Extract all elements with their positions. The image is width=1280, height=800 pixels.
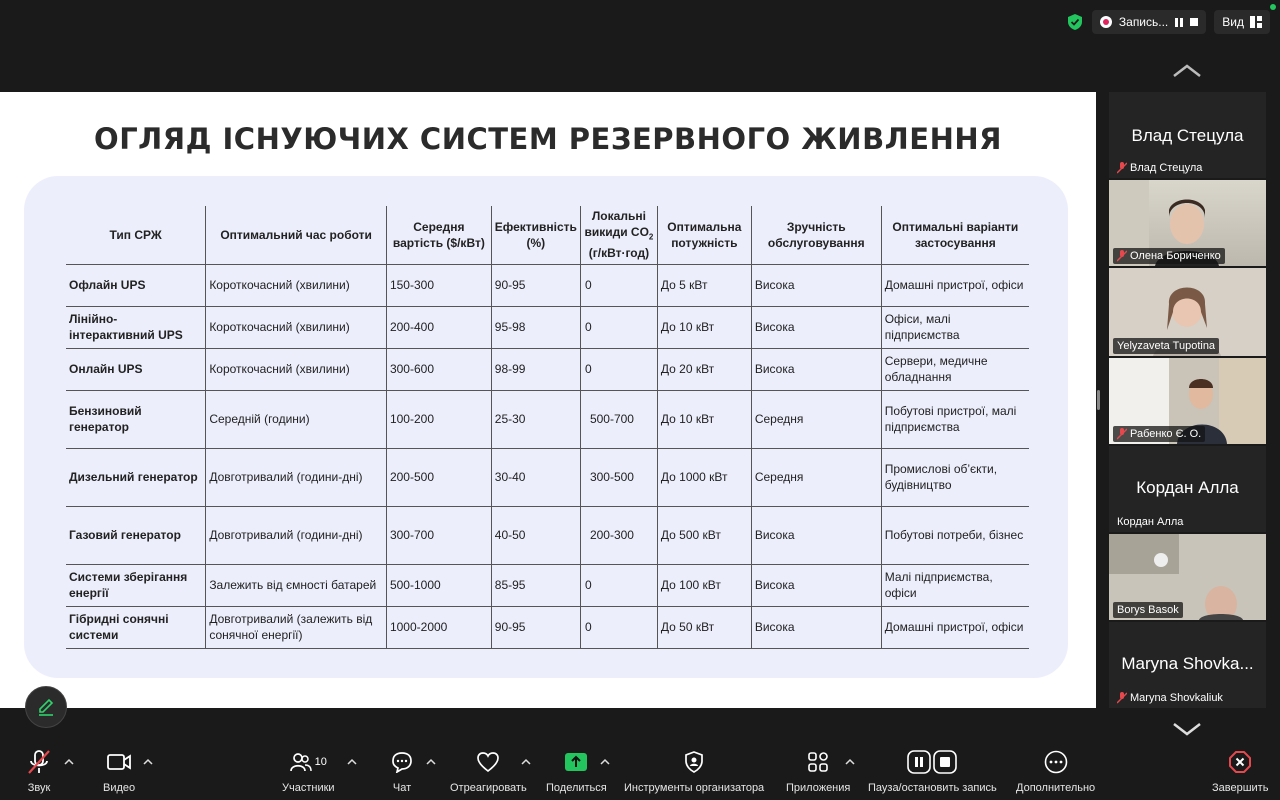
- cell-runtime: Довготривалий (години-дні): [206, 506, 387, 564]
- end-meeting-button[interactable]: Завершить: [1212, 748, 1268, 794]
- react-options-caret-icon[interactable]: [521, 758, 531, 766]
- cell-maintenance: Висока: [751, 264, 881, 306]
- chat-bubble-icon: [391, 751, 413, 773]
- cell-maintenance: Висока: [751, 506, 881, 564]
- react-button[interactable]: Отреагировать: [450, 748, 527, 794]
- table-header-row: [66, 206, 1029, 264]
- cell-power: До 10 кВт: [657, 390, 751, 448]
- cell-cost: 500-1000: [386, 564, 491, 606]
- cell-maintenance: Висока: [751, 348, 881, 390]
- header-maintenance: Зручність обслуговування: [751, 206, 881, 264]
- table-row: [66, 348, 1029, 390]
- scroll-down-chevron-icon[interactable]: [1172, 720, 1202, 738]
- cell-cost: 1000-2000: [386, 606, 491, 648]
- participant-tile-active-speaker[interactable]: [1109, 268, 1266, 356]
- table-row: [66, 564, 1029, 606]
- chat-options-caret-icon[interactable]: [426, 758, 436, 766]
- meeting-toolbar: [0, 740, 1280, 800]
- participant-name-tag: Yelyzaveta Tupotina: [1113, 338, 1219, 354]
- more-dots-icon: [1044, 750, 1068, 774]
- participants-gallery: [1109, 92, 1266, 708]
- cell-efficiency: 90-95: [491, 606, 580, 648]
- cell-efficiency: 25-30: [491, 390, 580, 448]
- participant-tile[interactable]: [1109, 622, 1266, 708]
- scroll-up-chevron-icon[interactable]: [1172, 62, 1202, 80]
- participant-big-name: Влад Стецула: [1131, 126, 1244, 145]
- cell-applications: Промислові об’єкти, будівництво: [881, 448, 1029, 506]
- participant-name-tag: Рабенко Є. О.: [1113, 426, 1205, 442]
- participant-tile[interactable]: [1109, 92, 1266, 178]
- table-row: [66, 448, 1029, 506]
- cell-maintenance: Висока: [751, 306, 881, 348]
- heart-icon: [476, 751, 500, 773]
- recording-indicator[interactable]: [1092, 10, 1206, 34]
- cell-emissions: 0: [580, 348, 657, 390]
- cell-applications: Малі підприємства, офіси: [881, 564, 1029, 606]
- apps-options-caret-icon[interactable]: [845, 758, 855, 766]
- cell-cost: 100-200: [386, 390, 491, 448]
- record-icon: [1100, 16, 1112, 28]
- header-power: Оптимальна потужність: [657, 206, 751, 264]
- cell-cost: 200-500: [386, 448, 491, 506]
- cell-runtime: Середній (години): [206, 390, 387, 448]
- cell-power: До 1000 кВт: [657, 448, 751, 506]
- top-right-controls: [1066, 10, 1270, 34]
- cell-applications: Побутові пристрої, малі підприємства: [881, 390, 1029, 448]
- apps-icon: [807, 751, 829, 773]
- view-label: Вид: [1222, 15, 1244, 29]
- pencil-icon: [36, 697, 56, 717]
- audio-options-caret-icon[interactable]: [64, 758, 74, 766]
- participant-name-tag: Олена Бориченко: [1113, 248, 1225, 264]
- end-meeting-icon: [1228, 750, 1252, 774]
- annotate-button[interactable]: [25, 686, 67, 728]
- cell-power: До 50 кВт: [657, 606, 751, 648]
- cell-efficiency: 30-40: [491, 448, 580, 506]
- shield-icon: [684, 751, 704, 773]
- connection-status-dot: [1270, 4, 1276, 10]
- cell-applications: Побутові потреби, бізнес: [881, 506, 1029, 564]
- cell-cost: 300-700: [386, 506, 491, 564]
- participants-button[interactable]: 10 Участники: [282, 748, 335, 794]
- cell-power: До 5 кВт: [657, 264, 751, 306]
- recording-label: Запись...: [1118, 15, 1169, 29]
- mic-off-icon: [1117, 692, 1127, 704]
- more-button[interactable]: Дополнительно: [1016, 748, 1095, 794]
- cell-emissions: 300-500: [580, 448, 657, 506]
- shared-screen: [0, 92, 1096, 708]
- header-emissions: Локальні викиди $CO_2$ (г/кВт·год): [580, 206, 657, 264]
- video-camera-icon: [106, 752, 132, 772]
- table-row: [66, 264, 1029, 306]
- cell-efficiency: 40-50: [491, 506, 580, 564]
- video-options-caret-icon[interactable]: [143, 758, 153, 766]
- backup-power-table: [66, 206, 1029, 649]
- cell-emissions: 0: [580, 306, 657, 348]
- cell-cost: 200-400: [386, 306, 491, 348]
- view-button[interactable]: [1214, 10, 1270, 34]
- cell-maintenance: Висока: [751, 564, 881, 606]
- header-cost: Середня вартість ($/кВт): [386, 206, 491, 264]
- cell-efficiency: 85-95: [491, 564, 580, 606]
- table-row: [66, 306, 1029, 348]
- audio-button[interactable]: Звук: [26, 748, 52, 794]
- share-screen-icon: [564, 752, 588, 772]
- header-type: Тип СРЖ: [109, 227, 162, 242]
- cell-maintenance: Середня: [751, 448, 881, 506]
- participant-name-tag: Maryna Shovkaliuk: [1113, 690, 1227, 706]
- stop-recording-icon[interactable]: [1190, 18, 1198, 26]
- cell-efficiency: 90-95: [491, 264, 580, 306]
- cell-runtime: Короткочасний (хвилини): [206, 306, 387, 348]
- cell-type: Офлайн UPS: [69, 278, 146, 292]
- participants-options-caret-icon[interactable]: [347, 758, 357, 766]
- cell-power: До 10 кВт: [657, 306, 751, 348]
- participant-name-tag: Кордан Алла: [1117, 516, 1184, 528]
- cell-type: Онлайн UPS: [69, 362, 143, 376]
- cell-efficiency: 95-98: [491, 306, 580, 348]
- pause-recording-icon: [907, 750, 957, 774]
- cell-type: Бензиновий генератор: [69, 404, 142, 434]
- cell-emissions: 500-700: [580, 390, 657, 448]
- participant-name-tag: Влад Стецула: [1113, 160, 1206, 176]
- participant-tile[interactable]: [1109, 534, 1266, 620]
- share-screen-button[interactable]: Поделиться: [546, 748, 607, 794]
- cell-maintenance: Середня: [751, 390, 881, 448]
- mic-off-icon: [1117, 428, 1127, 440]
- top-bar: [0, 0, 1280, 44]
- header-runtime: Оптимальний час роботи: [206, 206, 387, 264]
- cell-applications: Домашні пристрої, офіси: [881, 606, 1029, 648]
- table-row: [66, 506, 1029, 564]
- cell-emissions: 0: [580, 606, 657, 648]
- cell-power: До 20 кВт: [657, 348, 751, 390]
- chat-button[interactable]: Чат: [391, 748, 413, 794]
- cell-runtime: Довготривалий (залежить від сонячної енергії): [206, 606, 387, 648]
- cell-maintenance: Висока: [751, 606, 881, 648]
- cell-applications: Сервери, медичне обладнання: [881, 348, 1029, 390]
- cell-emissions: 200-300: [580, 506, 657, 564]
- cell-emissions: 0: [580, 564, 657, 606]
- cell-runtime: Залежить від ємності батарей: [206, 564, 387, 606]
- participants-count: 10: [314, 756, 327, 768]
- security-shield-icon[interactable]: [1066, 13, 1084, 31]
- share-options-caret-icon[interactable]: [600, 758, 610, 766]
- participant-tile[interactable]: [1109, 446, 1266, 532]
- video-button[interactable]: Видео: [103, 748, 135, 794]
- header-applications: Оптимальні варіанти застосування: [881, 206, 1029, 264]
- participant-big-name: Maryna Shovka...: [1121, 654, 1254, 673]
- cell-emissions: 0: [580, 264, 657, 306]
- cell-type: Системи зберігання енергії: [69, 570, 188, 600]
- mic-off-icon: [1117, 250, 1127, 262]
- cell-cost: 300-600: [386, 348, 491, 390]
- participant-name-tag: Borys Basok: [1113, 602, 1183, 618]
- cell-type: Лінійно-інтерактивний UPS: [69, 312, 183, 342]
- cell-runtime: Довготривалий (години-дні): [206, 448, 387, 506]
- table-row: [66, 606, 1029, 648]
- table-row: [66, 390, 1029, 448]
- cell-power: До 100 кВт: [657, 564, 751, 606]
- pause-recording-icon[interactable]: [1175, 18, 1183, 27]
- apps-button[interactable]: Приложения: [786, 748, 850, 794]
- mic-muted-icon: [26, 749, 52, 775]
- host-tools-button[interactable]: Инструменты организатора: [624, 748, 764, 794]
- participant-big-name: Кордан Алла: [1136, 478, 1239, 497]
- participant-tile[interactable]: [1109, 358, 1266, 444]
- cell-efficiency: 98-99: [491, 348, 580, 390]
- header-efficiency: Ефективність (%): [491, 206, 580, 264]
- cell-cost: 150-300: [386, 264, 491, 306]
- cell-type: Газовий генератор: [69, 528, 181, 542]
- people-icon: [290, 751, 312, 773]
- cell-runtime: Короткочасний (хвилини): [206, 264, 387, 306]
- panel-resize-handle[interactable]: [1097, 390, 1100, 410]
- cell-type: Гібридні сонячні системи: [69, 612, 169, 642]
- cell-power: До 500 кВт: [657, 506, 751, 564]
- participant-tile[interactable]: [1109, 180, 1266, 266]
- mic-off-icon: [1117, 162, 1127, 174]
- cell-type: Дизельний генератор: [69, 470, 198, 484]
- grid-view-icon: [1250, 16, 1262, 28]
- cell-runtime: Короткочасний (хвилини): [206, 348, 387, 390]
- cell-applications: Домашні пристрої, офіси: [881, 264, 1029, 306]
- pause-stop-recording-button[interactable]: Пауза/остановить запись: [868, 748, 997, 794]
- cell-applications: Офіси, малі підприємства: [881, 306, 1029, 348]
- slide-title: ОГЛЯД ІСНУЮЧИХ СИСТЕМ РЕЗЕРВНОГО ЖИВЛЕННЯ: [94, 122, 1002, 156]
